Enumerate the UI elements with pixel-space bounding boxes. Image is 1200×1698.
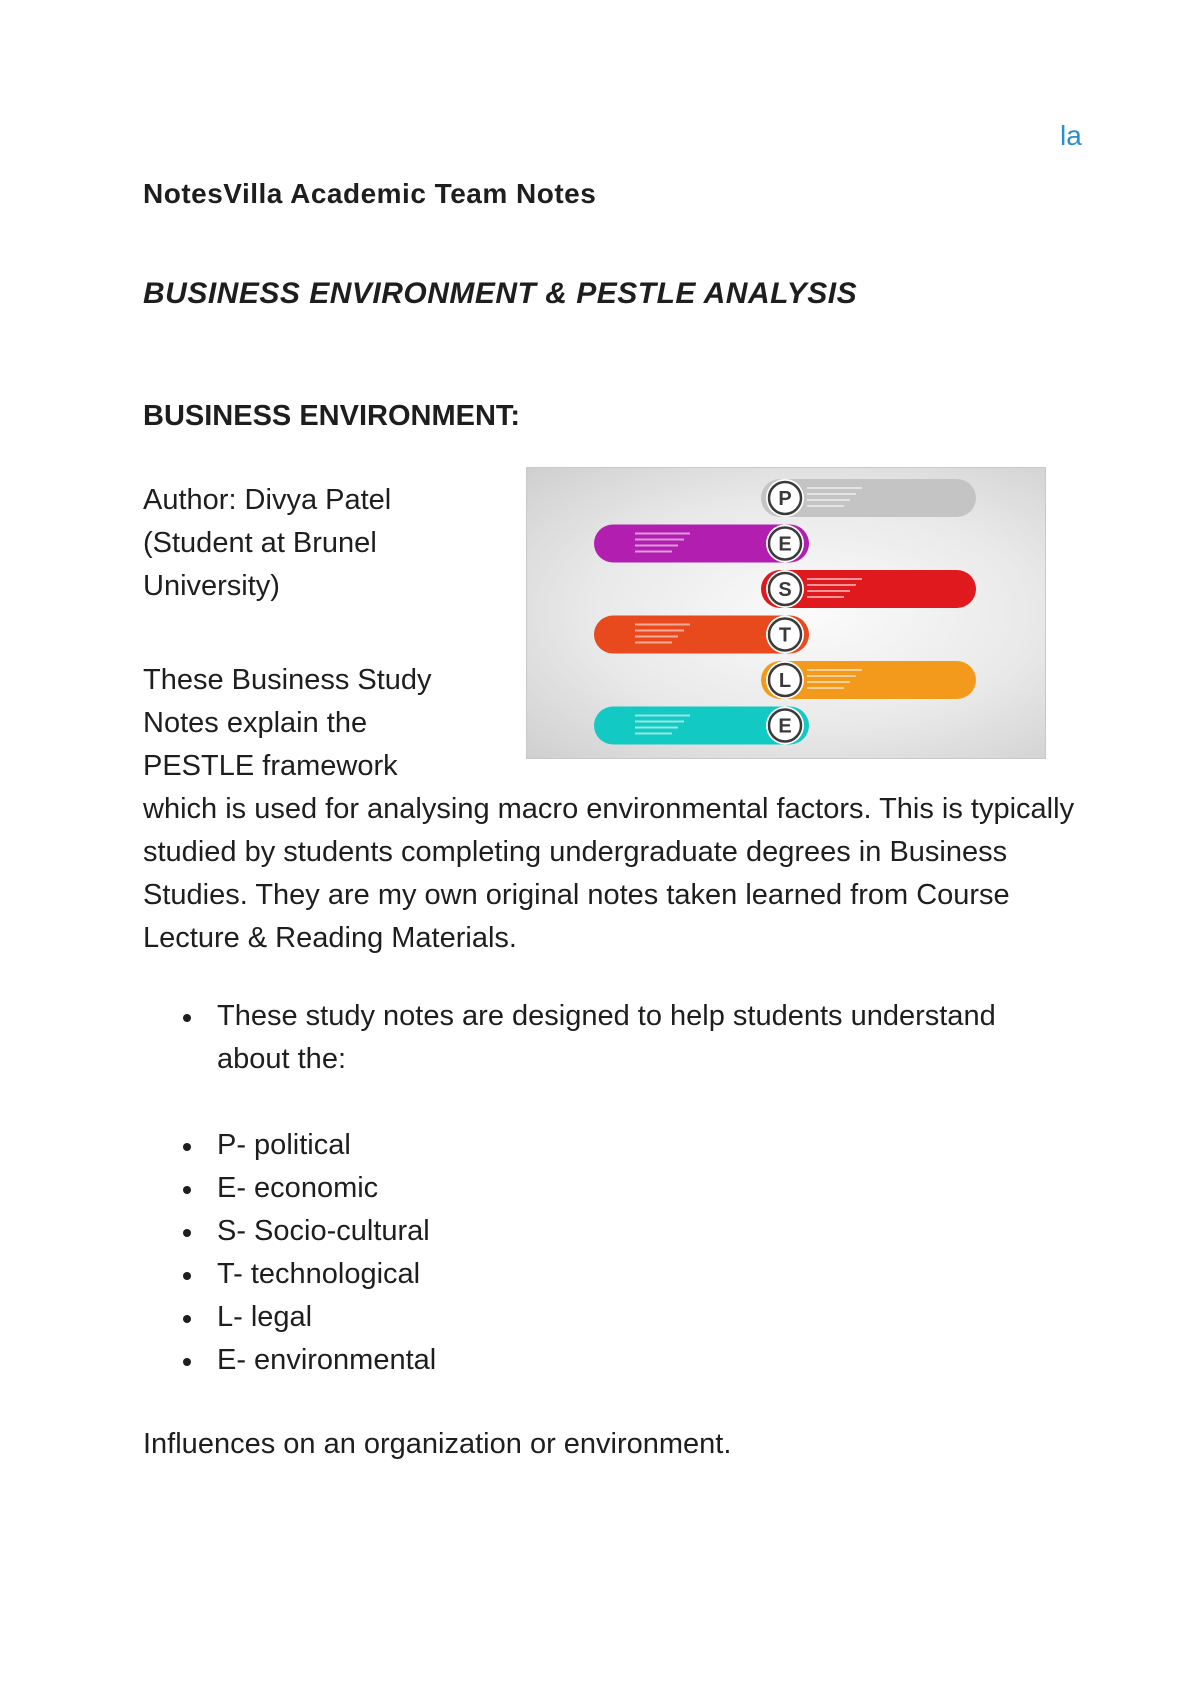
section-heading: BUSINESS ENVIRONMENT:: [143, 400, 521, 432]
list-item: These study notes are designed to help students understand about the:: [143, 995, 1043, 1081]
pestle-scribble: [635, 551, 672, 553]
pestle-row: [594, 707, 809, 745]
pestle-scribble: [807, 687, 844, 689]
pestle-row: [594, 525, 809, 563]
document-title: BUSINESS ENVIRONMENT & PESTLE ANALYSIS: [143, 277, 858, 310]
pestle-scribble: [635, 545, 678, 547]
pestle-scribble: [635, 636, 678, 638]
team-notes-heading: NotesVilla Academic Team Notes: [143, 178, 597, 209]
closing-sentence: Influences on an organization or environment.: [143, 1428, 732, 1460]
list-item-political: P- political: [143, 1124, 843, 1167]
pestle-diagram: [527, 468, 1045, 758]
pestle-row: [761, 479, 976, 517]
pestle-scribble: [807, 505, 844, 507]
pestle-scribble: [807, 590, 850, 592]
pestle-scribble: [807, 681, 850, 683]
pestle-scribble: [635, 642, 672, 644]
list-item-economic: E- economic: [143, 1167, 843, 1210]
pestle-scribble: [807, 669, 862, 671]
pestle-scribble: [807, 675, 856, 677]
pestle-scribble: [635, 715, 690, 717]
pestle-scribble: [635, 533, 690, 535]
pestle-scribble: [635, 721, 684, 723]
pestle-scribble: [807, 584, 856, 586]
pestle-letter: E: [778, 715, 792, 738]
pestle-scribble: [807, 487, 862, 489]
pestle-letter: T: [778, 624, 792, 647]
pestle-row: [761, 661, 976, 699]
intro-bullet-list: [143, 995, 1043, 1081]
pestle-factor-list: [143, 1124, 843, 1382]
intro-paragraph-start: These Business Study Notes explain the PESTLE framework: [143, 664, 432, 782]
intro-paragraph-rest: which is used for analysing macro environmental factors. This is typically studied by students completing undergraduate degrees in Business Studies. They are my own original notes taken learned from Course Lecture & Reading Materials.: [143, 793, 1075, 954]
pestle-letter: S: [778, 579, 792, 601]
pestle-figure: [526, 467, 1046, 759]
pestle-scribble: [807, 493, 856, 495]
pestle-scribble: [635, 727, 678, 729]
author-credit: Author: Divya Patel (Student at Brunel University): [143, 484, 392, 602]
pestle-row: [761, 570, 976, 608]
pestle-scribble: [807, 596, 844, 598]
pestle-scribble: [635, 624, 690, 626]
pestle-scribble: [807, 578, 862, 580]
pestle-letter: E: [778, 533, 792, 556]
list-item-technological: T- technological: [143, 1253, 843, 1296]
list-item-socio-cultural: S- Socio-cultural: [143, 1210, 843, 1253]
corner-text: la: [1060, 120, 1082, 151]
pestle-row: [594, 616, 809, 654]
pestle-scribble: [635, 630, 684, 632]
pestle-letter: L: [778, 670, 792, 692]
pestle-letter: P: [778, 488, 792, 510]
list-item-legal: L- legal: [143, 1296, 843, 1339]
pestle-scribble: [635, 539, 684, 541]
list-item-environmental: E- environmental: [143, 1339, 843, 1382]
pestle-scribble: [635, 733, 672, 735]
pestle-scribble: [807, 499, 850, 501]
